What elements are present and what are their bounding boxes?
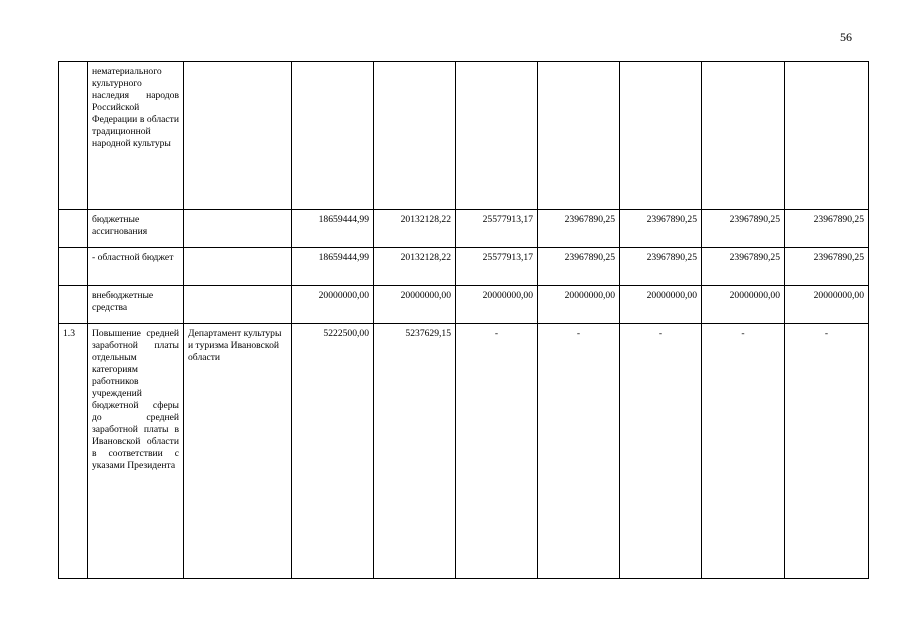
value-cell xyxy=(374,62,456,210)
page-number: 56 xyxy=(840,30,852,44)
value-cell: - xyxy=(785,324,869,579)
value-cell xyxy=(785,62,869,210)
value-cell xyxy=(538,62,620,210)
value-cell xyxy=(620,62,702,210)
row-executor-cell xyxy=(184,62,292,210)
value-cell: 20132128,22 xyxy=(374,248,456,286)
row-executor-cell: Департамент культуры и туризма Ивановской области xyxy=(184,324,292,579)
value-cell: 5222500,00 xyxy=(292,324,374,579)
row-number-cell xyxy=(59,286,88,324)
table-row-regional-budget xyxy=(59,248,869,286)
row-executor-cell xyxy=(184,210,292,248)
value-cell: 25577913,17 xyxy=(456,210,538,248)
value-cell: - xyxy=(538,324,620,579)
value-cell: 23967890,25 xyxy=(702,248,785,286)
value-cell: 23967890,25 xyxy=(620,210,702,248)
value-cell: 23967890,25 xyxy=(785,248,869,286)
value-cell: 25577913,17 xyxy=(456,248,538,286)
row-name-cell: внебюджетные средства xyxy=(88,286,184,324)
value-cell: - xyxy=(620,324,702,579)
table-row-extrabudgetary-funds xyxy=(59,286,869,324)
value-cell: 20132128,22 xyxy=(374,210,456,248)
row-number-cell: 1.3 xyxy=(59,324,88,579)
value-cell xyxy=(456,62,538,210)
table-row-budget-allocations xyxy=(59,210,869,248)
value-cell: 20000000,00 xyxy=(374,286,456,324)
table-row-item-1-3 xyxy=(59,324,869,579)
row-name-cell: бюджетные ассигнования xyxy=(88,210,184,248)
value-cell: 23967890,25 xyxy=(702,210,785,248)
row-number-cell xyxy=(59,62,88,210)
table-row-continuation xyxy=(59,62,869,210)
row-executor-cell xyxy=(184,248,292,286)
value-cell: 23967890,25 xyxy=(538,248,620,286)
row-name-cell: нематериального культурного наследия народов Российской Федерации в области традиционной народной культуры xyxy=(88,62,184,210)
value-cell: - xyxy=(702,324,785,579)
value-cell: 5237629,15 xyxy=(374,324,456,579)
value-cell: 20000000,00 xyxy=(292,286,374,324)
value-cell: 23967890,25 xyxy=(538,210,620,248)
value-cell: 20000000,00 xyxy=(620,286,702,324)
budget-table xyxy=(58,61,869,579)
value-cell: 18659444,99 xyxy=(292,210,374,248)
value-cell xyxy=(292,62,374,210)
row-number-cell xyxy=(59,248,88,286)
value-cell: - xyxy=(456,324,538,579)
value-cell: 20000000,00 xyxy=(702,286,785,324)
value-cell: 23967890,25 xyxy=(620,248,702,286)
value-cell: 23967890,25 xyxy=(785,210,869,248)
value-cell: 20000000,00 xyxy=(785,286,869,324)
value-cell: 18659444,99 xyxy=(292,248,374,286)
row-executor-cell xyxy=(184,286,292,324)
value-cell xyxy=(702,62,785,210)
value-cell: 20000000,00 xyxy=(456,286,538,324)
value-cell: 20000000,00 xyxy=(538,286,620,324)
row-name-cell: - областной бюджет xyxy=(88,248,184,286)
row-name-cell: Повышение средней заработной платы отдельным категориям работников учреждений бюджетной сферы до средней заработной платы в Ивановской области в соответствии с указами Президента xyxy=(88,324,184,579)
row-number-cell xyxy=(59,210,88,248)
